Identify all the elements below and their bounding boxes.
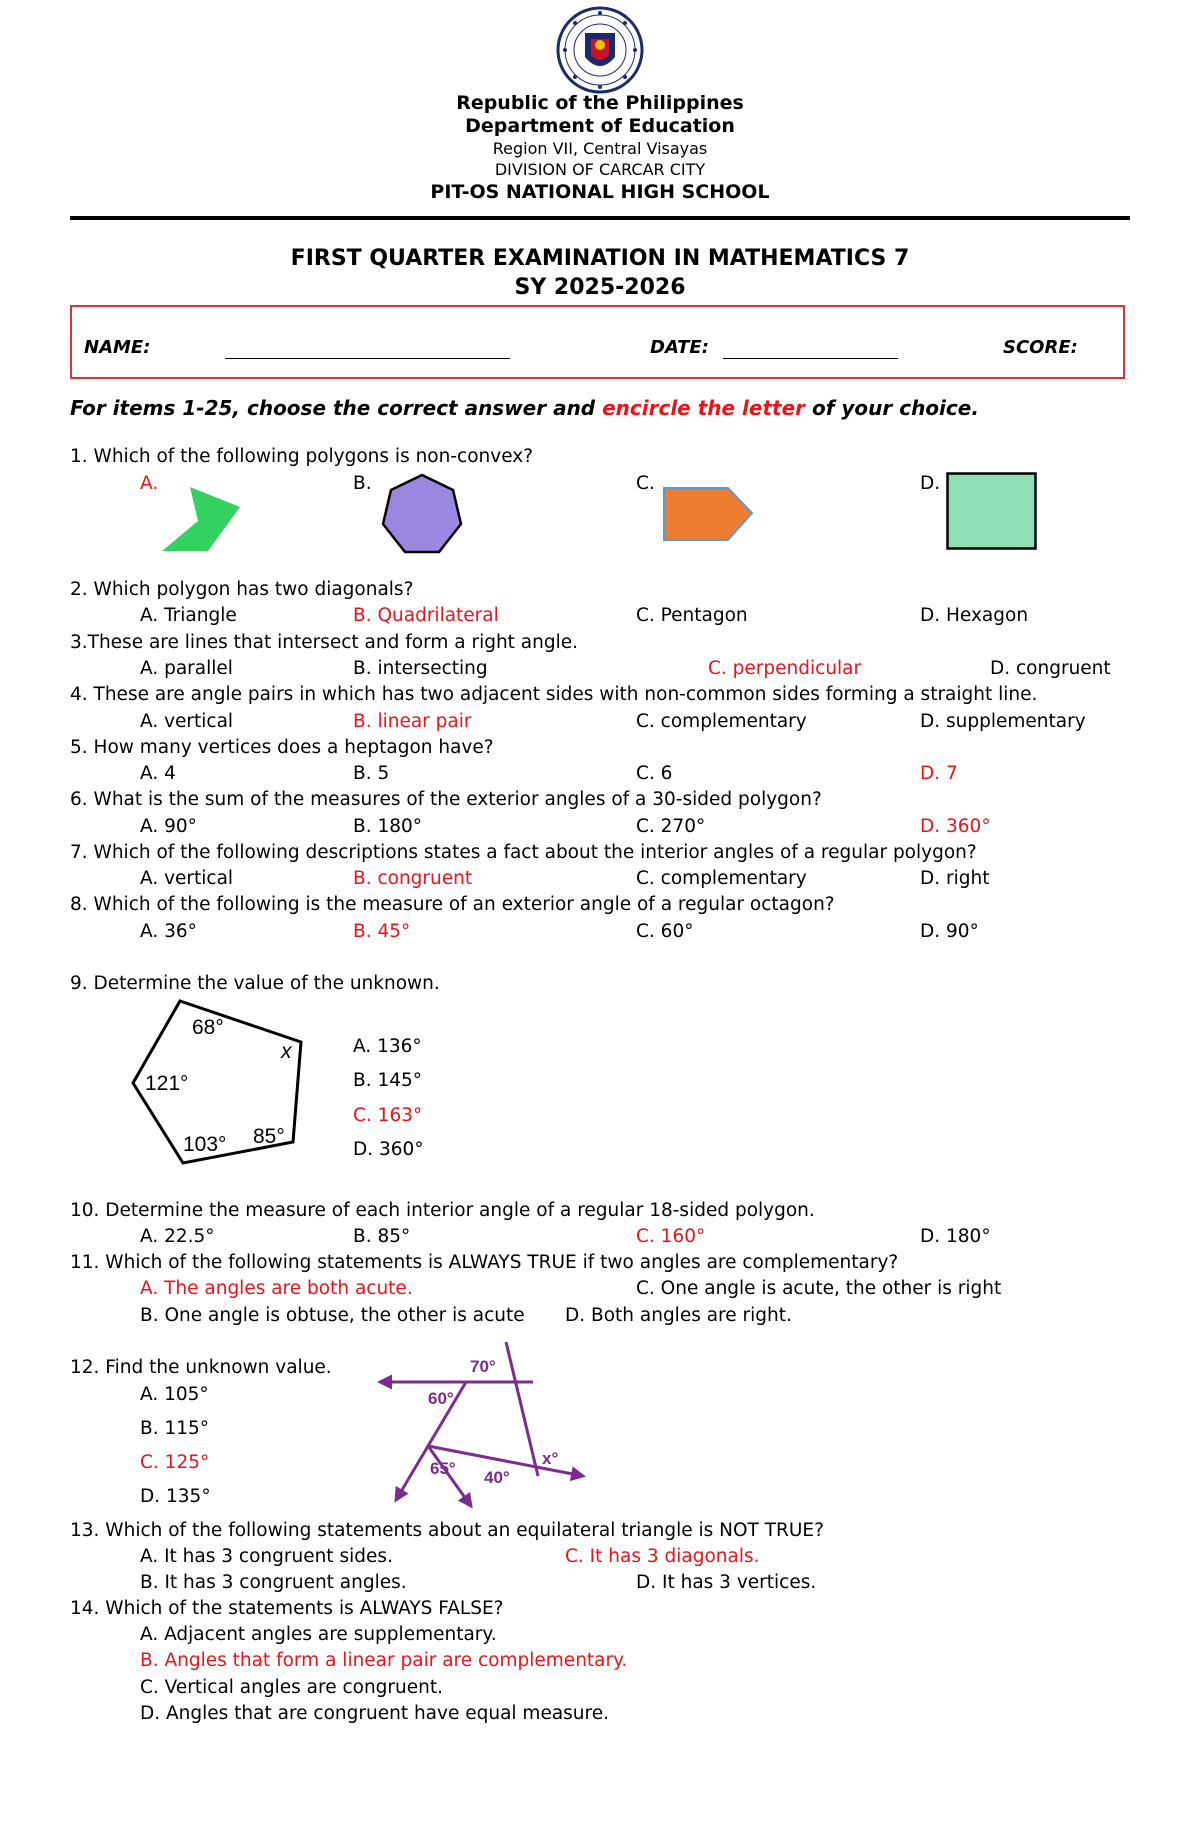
intersecting-lines-figure	[378, 1340, 588, 1510]
angle-label-121: 121°	[145, 1072, 189, 1095]
pentagon-arrow-icon	[662, 486, 757, 551]
header-republic: Republic of the Philippines	[456, 92, 744, 114]
question-4: 4. These are angle pairs in which has two adjacent sides with non-common sides forming a straight line.	[70, 684, 1038, 705]
q6-option-a[interactable]: A. 90°	[140, 816, 197, 837]
q10-option-b[interactable]: B. 85°	[353, 1226, 411, 1247]
q14-option-c[interactable]: C. Vertical angles are congruent.	[140, 1677, 443, 1698]
instructions: For items 1-25, choose the correct answer and encircle the letter of your choice.	[70, 396, 979, 420]
exam-school-year: SY 2025-2026	[514, 275, 686, 300]
q4-option-c[interactable]: C. complementary	[636, 711, 807, 732]
question-11: 11. Which of the following statements is ALWAYS TRUE if two angles are complementary?	[70, 1252, 899, 1273]
question-1: 1. Which of the following polygons is non-convex?	[70, 446, 534, 467]
q14-option-a[interactable]: A. Adjacent angles are supplementary.	[140, 1624, 497, 1645]
q9-option-c[interactable]: C. 163°	[353, 1105, 423, 1126]
q7-option-c[interactable]: C. complementary	[636, 868, 807, 889]
name-field[interactable]	[225, 358, 510, 359]
q3-option-c[interactable]: C. perpendicular	[708, 658, 862, 679]
q5-option-c[interactable]: C. 6	[636, 763, 673, 784]
q2-option-b[interactable]: B. Quadrilateral	[353, 605, 499, 626]
angle-label-x: x°	[542, 1449, 559, 1468]
q13-option-c[interactable]: C. It has 3 diagonals.	[565, 1546, 760, 1567]
score-label: SCORE:	[1003, 337, 1078, 358]
q14-option-d[interactable]: D. Angles that are congruent have equal measure.	[140, 1703, 609, 1724]
q5-option-b[interactable]: B. 5	[353, 763, 390, 784]
angle-label-60: 60°	[428, 1389, 454, 1408]
q4-option-a[interactable]: A. vertical	[140, 711, 234, 732]
q13-option-b[interactable]: B. It has 3 congruent angles.	[140, 1572, 407, 1593]
question-7: 7. Which of the following descriptions states a fact about the interior angles of a regular polygon?	[70, 842, 977, 863]
q4-option-d[interactable]: D. supplementary	[920, 711, 1086, 732]
q3-option-a[interactable]: A. parallel	[140, 658, 233, 679]
q10-option-c[interactable]: C. 160°	[636, 1226, 706, 1247]
question-10: 10. Determine the measure of each interior angle of a regular 18-sided polygon.	[70, 1200, 815, 1221]
header-school: PIT-OS NATIONAL HIGH SCHOOL	[430, 181, 770, 203]
angle-label-x: x	[281, 1040, 292, 1063]
q6-option-b[interactable]: B. 180°	[353, 816, 423, 837]
q11-option-c[interactable]: C. One angle is acute, the other is right	[636, 1278, 1002, 1299]
q10-option-d[interactable]: D. 180°	[920, 1226, 991, 1247]
square-icon	[946, 472, 1041, 554]
q12-option-b[interactable]: B. 115°	[140, 1418, 210, 1439]
q14-option-b[interactable]: B. Angles that form a linear pair are complementary.	[140, 1650, 628, 1671]
q11-option-b[interactable]: B. One angle is obtuse, the other is acute	[140, 1305, 525, 1326]
q12-option-a[interactable]: A. 105°	[140, 1384, 209, 1405]
q1-option-a[interactable]: A.	[140, 473, 159, 494]
q12-option-d[interactable]: D. 135°	[140, 1486, 211, 1507]
deped-seal-icon	[555, 5, 645, 95]
heptagon-icon	[380, 472, 470, 562]
q9-option-d[interactable]: D. 360°	[353, 1139, 424, 1160]
question-5: 5. How many vertices does a heptagon have?	[70, 737, 494, 758]
question-3: 3.These are lines that intersect and form a right angle.	[70, 632, 579, 653]
q13-option-d[interactable]: D. It has 3 vertices.	[636, 1572, 817, 1593]
q3-option-b[interactable]: B. intersecting	[353, 658, 488, 679]
q2-option-c[interactable]: C. Pentagon	[636, 605, 748, 626]
question-14: 14. Which of the statements is ALWAYS FALSE?	[70, 1598, 504, 1619]
question-8: 8. Which of the following is the measure of an exterior angle of a regular octagon?	[70, 894, 835, 915]
q7-option-a[interactable]: A. vertical	[140, 868, 234, 889]
exam-title: FIRST QUARTER EXAMINATION IN MATHEMATICS 7	[290, 246, 910, 271]
question-6: 6. What is the sum of the measures of the exterior angles of a 30-sided polygon?	[70, 789, 822, 810]
pentagon-angles-figure	[125, 995, 315, 1175]
question-12: 12. Find the unknown value.	[70, 1357, 332, 1378]
date-field[interactable]	[723, 358, 898, 359]
student-info-box	[70, 305, 1125, 379]
header-divider	[70, 216, 1130, 220]
question-13: 13. Which of the following statements about an equilateral triangle is NOT TRUE?	[70, 1520, 824, 1541]
angle-label-68: 68°	[192, 1016, 224, 1039]
q11-option-d[interactable]: D. Both angles are right.	[565, 1305, 792, 1326]
q8-option-c[interactable]: C. 60°	[636, 921, 694, 942]
q6-option-c[interactable]: C. 270°	[636, 816, 706, 837]
q11-option-a[interactable]: A. The angles are both acute.	[140, 1278, 413, 1299]
question-9: 9. Determine the value of the unknown.	[70, 973, 440, 994]
q12-option-c[interactable]: C. 125°	[140, 1452, 210, 1473]
q8-option-b[interactable]: B. 45°	[353, 921, 411, 942]
name-label: NAME:	[84, 337, 151, 358]
header-region: Region VII, Central Visayas	[492, 139, 708, 158]
header-department: Department of Education	[465, 115, 735, 137]
q2-option-a[interactable]: A. Triangle	[140, 605, 237, 626]
q1-option-c[interactable]: C.	[636, 473, 655, 494]
q9-option-b[interactable]: B. 145°	[353, 1070, 423, 1091]
q10-option-a[interactable]: A. 22.5°	[140, 1226, 215, 1247]
angle-label-103: 103°	[183, 1133, 227, 1156]
q4-option-b[interactable]: B. linear pair	[353, 711, 472, 732]
q1-option-b[interactable]: B.	[353, 473, 372, 494]
header-division: DIVISION OF CARCAR CITY	[494, 160, 706, 179]
q3-option-d[interactable]: D. congruent	[990, 658, 1111, 679]
q2-option-d[interactable]: D. Hexagon	[920, 605, 1029, 626]
q5-option-a[interactable]: A. 4	[140, 763, 176, 784]
q13-option-a[interactable]: A. It has 3 congruent sides.	[140, 1546, 393, 1567]
question-2: 2. Which polygon has two diagonals?	[70, 579, 414, 600]
date-label: DATE:	[650, 337, 709, 358]
q9-option-a[interactable]: A. 136°	[353, 1036, 422, 1057]
q8-option-a[interactable]: A. 36°	[140, 921, 197, 942]
q1-option-d[interactable]: D.	[920, 473, 941, 494]
angle-label-85: 85°	[253, 1125, 285, 1148]
q7-option-d[interactable]: D. right	[920, 868, 990, 889]
concave-polygon-icon	[158, 487, 248, 567]
angle-label-70: 70°	[470, 1357, 496, 1376]
q6-option-d[interactable]: D. 360°	[920, 816, 991, 837]
q8-option-d[interactable]: D. 90°	[920, 921, 979, 942]
q7-option-b[interactable]: B. congruent	[353, 868, 473, 889]
q5-option-d[interactable]: D. 7	[920, 763, 958, 784]
angle-label-65: 65°	[430, 1459, 456, 1478]
angle-label-40: 40°	[484, 1468, 510, 1487]
